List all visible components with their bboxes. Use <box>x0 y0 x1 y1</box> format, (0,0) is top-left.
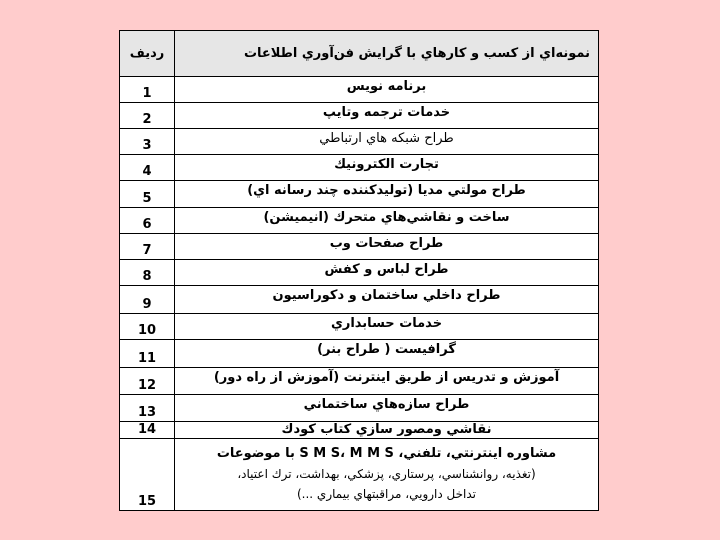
row-title: گرافيست ( طراح بنر) <box>175 340 599 368</box>
header-title: نمونه‌اي از كسب و كارهاي با گرايش فن‌آوري اطلاعات <box>175 31 599 77</box>
row-number: 2 <box>120 103 175 129</box>
table-row <box>120 395 599 422</box>
row-number: 12 <box>120 368 175 395</box>
table-row <box>120 181 599 208</box>
row-title: خدمات حسابداري <box>175 314 599 340</box>
row-title: ساخت و نقاشي‌هاي متحرك (انيميشن) <box>175 208 599 234</box>
row-title: طراح مولتي مديا (توليدكننده چند رسانه اي) <box>175 181 599 208</box>
row-title: طراح صفحات وب <box>175 234 599 260</box>
row-number: 13 <box>120 395 175 422</box>
table-row <box>120 314 599 340</box>
table-row <box>120 286 599 314</box>
table-row <box>120 77 599 103</box>
row-number: 8 <box>120 260 175 286</box>
row-number: 6 <box>120 208 175 234</box>
row-title-multiline <box>175 439 599 511</box>
row-title: تجارت الكترونيك <box>175 155 599 181</box>
table-row <box>120 129 599 155</box>
row-number: 11 <box>120 340 175 368</box>
row-number: 3 <box>120 129 175 155</box>
row-number: 9 <box>120 286 175 314</box>
row-line: مشاوره اينترنتي، تلفني، S M S، M M S با موضوعات <box>216 446 557 461</box>
row-number: 10 <box>120 314 175 340</box>
row-number: 5 <box>120 181 175 208</box>
business-ideas-table <box>119 30 599 511</box>
row-number: 15 <box>120 439 175 511</box>
row-title: نقاشي ومصور سازي كتاب كودك <box>175 422 599 439</box>
table-row <box>120 439 599 511</box>
header-row-number: رديف <box>120 31 175 77</box>
table-row <box>120 340 599 368</box>
row-number: 4 <box>120 155 175 181</box>
row-title: طراح داخلي ساختمان و دكوراسيون <box>175 286 599 314</box>
row-title: طراح لباس و كفش <box>175 260 599 286</box>
row-title: برنامه نويس <box>175 77 599 103</box>
row-number: 14 <box>120 422 175 439</box>
table-row <box>120 234 599 260</box>
table-row <box>120 422 599 439</box>
table-row <box>120 368 599 395</box>
table-header-row <box>120 31 599 77</box>
row-number: 7 <box>120 234 175 260</box>
table-row <box>120 155 599 181</box>
table-row <box>120 103 599 129</box>
row-title: آموزش و تدريس از طريق اينترنت (آموزش از راه دور) <box>175 368 599 395</box>
row-title: طراح شبكه هاي ارتباطي <box>175 129 599 155</box>
row-title: خدمات ترجمه وتايپ <box>175 103 599 129</box>
row-line: (تغذيه، روانشناسي، پرستاري، پزشكي، بهداشت، ترك اعتياد، <box>237 467 536 481</box>
table-row <box>120 208 599 234</box>
row-number: 1 <box>120 77 175 103</box>
table-row <box>120 260 599 286</box>
row-title: طراح سازه‌هاي ساختماني <box>175 395 599 422</box>
row-line: تداخل دارويي، مراقبتهاي بيماري ...) <box>296 487 477 501</box>
